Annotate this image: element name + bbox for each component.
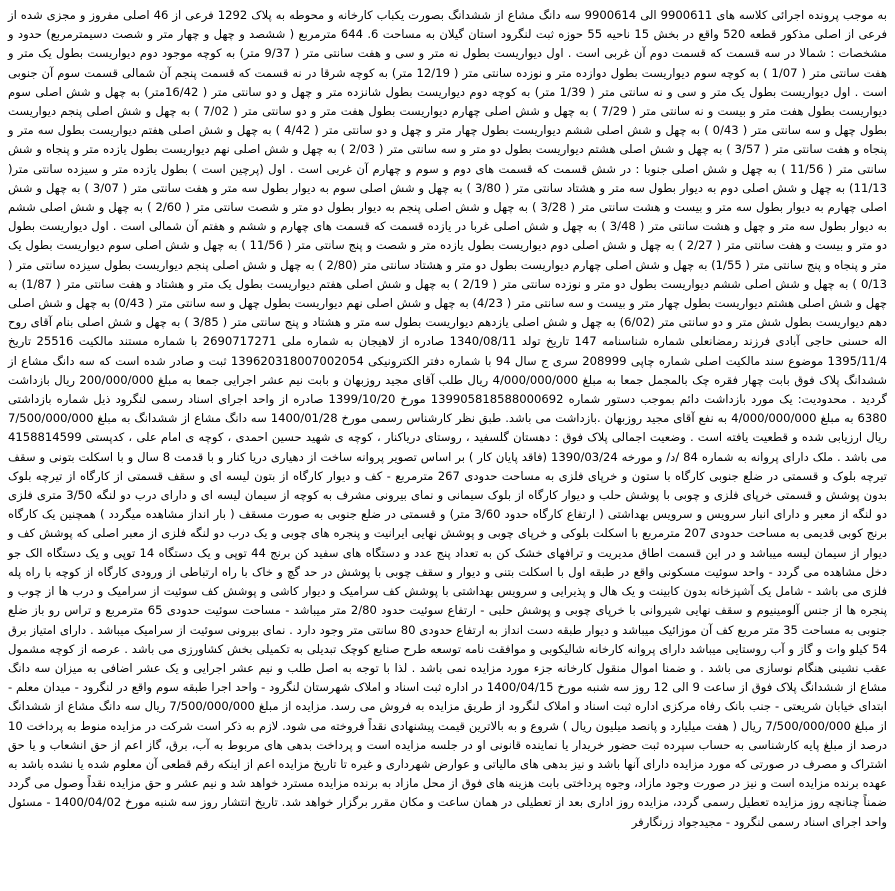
notice-body-text: به موجب پرونده اجرائی کلاسه های 9900611 الی 9900614 سه دانگ مشاع از ششدانگ بصورت یکباب کارخانه و محوطه به پلاک 1292 فرعی از 46 اصلی مفروز و مجزی شده از فرعی از اصلی مذکور قطعه 520 واقع در بخش 15 ناحیه 55 حوزه ثبت لنگرود استان گیلان به مساحت 6. 644 مترمربع ( ششصد و چهل و چهار متر و شصت دسیمترمربع) حدود و مشخصات : شمالا در سه قسمت که قسمت دوم آن غربی است . اول دیواریست بطول نه متر و سی و هفت سانتی متر ( 9/37 متر) به کوچه موجود دوم دیواریست بطول یک متر و هفت سانتی متر ( 1/07 ) به کوچه سوم دیواریست بطول دوازده متر و نوزده سانتی متر ( 12/19 متر) به کوچه شرقا در نه قسمت که قسمت پنجم آن شمالی قسمت سوم آن جنوبی است . اول دیواریست بطول یک متر و سی و نه سانتی متر ( 1/39 متر) به کوچه دوم دیواریست بطول شانزده متر و چهل و دو سانتی متر ( 16/42متر) به چهل و شش اصلی سوم دیواریست بطول هفت متر و بیست و نه سانتی متر ( 7/29 ) به چهل و شش اصلی چهارم دیواریست بطول هفت متر و دو سانتی متر ( 7/02 ) به چهل و شش اصلی پنجم دیواریست بطول چهل و سه سانتی متر ( 0/43 ) به چهل و شش اصلی ششم دیواریست بطول چهار متر و چهل و دو سانتی متر ( 4/42 ) به چهل و شش اصلی هفتم دیواریست بطول سه متر و پنجاه و هفت سانتی متر ( 3/57 ) به چهل و شش اصلی هشتم دیواریست بطول دو متر و سه سانتی متر ( 2/03 ) به چهل و شش اصلی نهم دیواریست بطول یازده متر و پنجاه و شش سانتی متر ( 11/56 ) به چهل و شش اصلی جنوبا : در شش قسمت که قسمت های دوم و سوم و چهارم آن غربی است . اول (پرچین است ) بطول یازده متر و سیزده سانتی متر( 11/13) به چهل و شش اصلی دوم به دیوار بطول سه متر و هشتاد سانتی متر ( 3/80 ) به چهل و شش اصلی سوم به دیوار بطول سه متر و هفت سانتی متر ( 3/07 ) به چهل و شش اصلی چهارم به دیوار بطول سه متر و بیست و هشت سانتی متر ( 3/28 ) به چهل و شش اصلی پنجم به دیوار بطول دو متر و شصت سانتی متر ( 2/60 ) به چهل و شش اصلی ششم به دیوار بطول سه متر و چهل و هشت سانتی متر ( 3/48 ) به چهل و شش اصلی غربا در یازده قسمت که قسمت های چهارم و ششم و هفتم آن شمالی است . اول دیواریست بطول دو متر و بیست و هفت سانتی متر ( 2/27 ) به چهل و شش اصلی دوم دیواریست بطول یازده متر و شصت و پنج سانتی متر ( 11/56 ) به چهل و شش اصلی سوم دیواریست بطول یک متر و پنجاه و پنج سانتی متر ( 1/55) به چهل و شش اصلی چهارم دیواریست بطول دو متر و هشتاد سانتی متر (2/80 ) به چهل و شش اصلی پنجم دیواریست بطول سیزده سانتی متر ( 0/13 ) به چهل و شش اصلی ششم دیواریست بطول دو متر و نوزده سانتی متر ( 2/19 ) به چهل و شش اصلی هفتم دیواریست بطول یک متر و هشتاد و هفت سانتی متر ( 1/87) به چهل و شش اصلی هشتم دیواریست بطول چهار متر و بیست و سه سانتی متر ( 4/23) به چهل و شش اصلی نهم دیواریست بطول چهل و سه سانتی متر ( 0/43) به چهل و شش اصلی دهم دیواریست بطول شش متر و دو سانتی متر (6/02) به چهل و شش اصلی یازدهم دیواریست بطول سه متر و هشتاد و پنج سانتی متر ( 3/85 ) به چهل و شش اصلی بنام آقای روح اله حسنی حاجی آبادی فرزند رمضانعلی شماره شناسنامه 147 تاریخ تولد 1340/08/11 صادره از لاهیجان به شماره ملی 2690717271 با شماره مستند مالکیت 25516 تاریخ 1395/11/4 موضوع سند مالکیت اصلی شماره چاپی 208999 سری ج سال 94 با شماره دفتر الکترونیکی 139620318007002054 ثبت و صادر شده است که سه دانگ مشاع از ششدانگ پلاک فوق بابت چهار فقره چک بالمجمل جمعا به مبلغ 4/000/000/000 ریال طلب آقای مجید روزبهان و بابت نیم عشر اجرایی جمعا به مبلغ 200/000/000 ریال بازداشت گردید . محدودیت: یک مورد بازداشت دائم بموجب دستور شماره 139905818588000692 مورخ 1399/10/20 صادره از واحد اجرای اسناد رسمی لنگرود ذیل شماره بازداشتی 6380 به مبلغ 4/000/000/000 به نفع آقای مجید روزبهان .بازداشت می باشد. طبق نظر کارشناس رسمی مورخ 1400/01/28 سه دانگ مشاع از ششدانگ به مبلغ 7/500/000/000 ریال ارزیابی شده و قطعیت یافته است . وضعیت اجمالی پلاک فوق : دهستان گلسفید ، روستای دریاکنار ، کوچه ی شهید حسین احمدی ، کوچه ی امام علی ، کدپستی 4158814599 می باشد . ملک دارای پروانه به شماره 84 /د/ و مورخه 1390/03/24 (فاقد پایان کار ) بر اساس تصویر پروانه ساخت از دهیاری دریا کنار و با قدمت 8 سال و با اسکلت بتونی و سقف تیرچه بلوک و قسمتی در ضلع جنوبی کارگاه با ستون و خرپای فلزی به مساحت حدودی 267 مترمربع - کف و دیوار کارگاه از بتون لیسه ای و سقف قسمتی از کارگاه از تیرچه بلوک بدون پوشش و قسمتی خرپای فلزی و چوبی با پوشش حلب و دیوار کارگاه از بلوک سیمانی و نمای بیرونی مشرف به کوچه از سیمان لیسه ای و دارای درب دو لنگه 3/50 متری فلزی دو لنگه از معبر و دارای انبار سرویس و سرویس بهداشتی ( ارتفاع کارگاه حدود 3/60 متر) و قسمتی در ضلع جنوبی به صورت مسقف ( بار انداز مشاهده میگردد ) همچنین یک کارگاه برنج کوبی قدیمی به مساحت حدودی 207 مترمربع با اسکلت بلوکی و خرپای چوبی و پوشش نهایی ایرانیت و پنجره های چوبی و یک درب دو لنگه فلزی از معبر اصلی که پوشش کف و دیوار از سیمان لیسه میباشد و در این قسمت اطاق مدیریت و ترافهای خشک کن به تعداد پنج عدد و دستگاه های سفید کن برنج 44 توپی و یک دستگاه 14 توپی و یک دستگاه الک جو دخل مشاهده می گردد - واحد سوئیت مسکونی واقع در طبقه اول با اسکلت بتنی و دیوار و سقف چوبی با پوشش در حد گچ و خاک با راه ارتباطی از ورودی کارگاه از کوچه با راه پله فلزی می باشد - شامل یک آشپزخانه بدون کابینت و یک هال و پذیرایی و سرویس بهداشتی با پوشش کف سرامیک و دیوار کاشی و پوشش کف سوئیت از سرامیک و درب ها از چوب و پنجره ها از جنس آلومینیوم و سقف نهایی شیروانی با خرپای چوبی و پوشش حلبی - ارتفاع سوئیت حدود 2/80 متر میباشد - مساحت سوئیت حدودی 65 مترمربع و تراس رو باز ضلع جنوبی به مساحت 35 متر مربع کف آن موزائیک میباشد و دیوار طبقه دست انداز به ارتفاع حدودی 80 سانتی متر وجود دارد . نمای بیرونی سوئیت از سرامیک میباشد . دارای امتیاز برق 54 کیلو وات و گاز و آب روستایی میباشد دارای پروانه کارخانه شالیکوبی و موافقت نامه توسعه طرح صنایع کوچک تبدیلی به تکمیلی بخش کشاورزی می باشد . عرصه از کوچه مشمول عقب نشینی هنگام نوسازی می باشد . و ضمنا اموال منقول کارخانه جزء مورد مزایده نمی باشد . لذا با توجه به اصل طلب و نیم عشر اجرایی و یک عشر اضافی به میزان سه دانگ مشاع از ششدانگ پلاک فوق از ساعت 9 الی 12 روز سه شنبه مورخ 1400/04/15 در اداره ثبت اسناد و املاک شهرستان لنگرود - واحد اجرا طبقه سوم واقع در لنگرود - میدان معلم - ابتدای خیابان شریعتی - جنب بانک رفاه مرکزی اداره ثبت اسناد و املاک لنگرود از طریق مزایده به فروش می رسد. مزایده از مبلغ 7/500/000/000 ریال سه دانگ مشاع از ششدانگ از مبلغ 7/500/000/000 ریال ( هفت میلیارد و پانصد میلیون ریال ) شروع و به بالاترین قیمت پیشنهادی نقداً فروخته می شود. لازم به ذکر است شرکت در مزایده منوط به پرداخت 10 درصد از مبلغ پایه کارشناسی به حساب سپرده ثبت حضور خریدار یا نماینده قانونی او در جلسه مزایده است و پرداخت بدهی های مربوط به آب، برق، گاز اعم از حق انشعاب و یا حق اشتراک و مصرف در صورتی که مورد مزایده دارای آنها باشد و نیز بدهی های مالیاتی و عوارض شهرداری و غیره تا تاریخ مزایده اعم از اینکه رقم قطعی آن معلوم شده یا نشده باشد به عهده برنده مزایده است و نیز در صورت وجود مازاد، وجوه پرداختی بابت هزینه های فوق از محل مازاد به برنده مزایده مسترد خواهد شد و نیم عشر و حق مزایده نقداً وصول می گردد ضمناً چنانچه روز مزایده تعطیل رسمی گردد، مزایده روز اداری بعد از تعطیلی در همان ساعت و مکان مقرر برگزار خواهد شد. تاریخ انتشار روز سه شنبه مورخ 1400/04/02 - مسئول واحد اجرای اسناد رسمی لنگرود - مجیدجواد زرنگارفر [8, 8, 888, 829]
